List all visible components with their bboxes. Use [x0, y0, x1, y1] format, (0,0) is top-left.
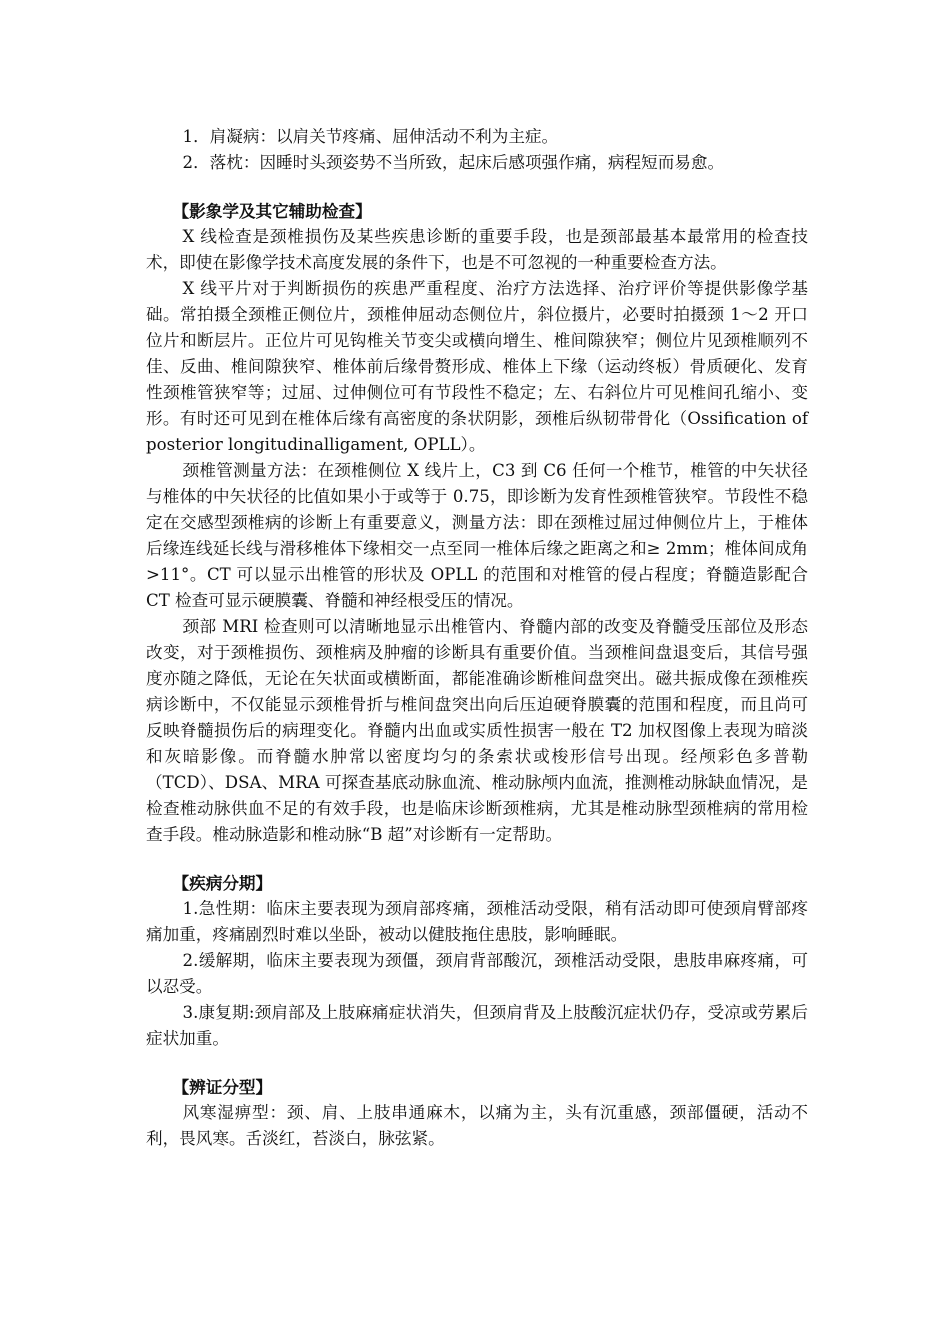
paragraph: 颈椎管测量方法：在颈椎侧位 X 线片上，C3 到 C6 任何一个椎节，椎管的中矢状径与椎体的中矢状径的比值如果小于或等于 0.75，即诊断为发育性颈椎管狭窄。节段性不稳定在交感型颈椎病的诊断上有重要意义，测量方法：即在颈椎过屈过伸侧位片上，于椎体后缘连线延长线与滑移椎体下缘相交一点至同一椎体后缘之距离之和≥ 2mm；椎体间成角>11°。CT 可以显示出椎管的形状及 OPLL 的范围和对椎管的侵占程度；脊髓造影配合 CT 检查可显示硬膜囊、脊髓和神经根受压的情况。 [146, 461, 808, 610]
paragraph: X 线检查是颈椎损伤及某些疾患诊断的重要手段，也是颈部最基本最常用的检查技术，即使在影像学技术高度发展的条件下，也是不可忽视的一种重要检查方法。 [146, 227, 808, 272]
section-heading-syndrome: 【辨证分型】 [172, 1077, 273, 1097]
paragraph: 颈部 MRI 检查则可以清晰地显示出椎管内、脊髓内部的改变及脊髓受压部位及形态改变，对于颈椎损伤、颈椎病及肿瘤的诊断具有重要价值。当颈椎间盘退变后，其信号强度亦随之降低，无论在矢状面或横断面，都能准确诊断椎间盘突出。磁共振成像在颈椎疾病诊断中，不仅能显示颈椎骨折与椎间盘突出向后压迫硬脊膜囊的范围和程度，而且尚可反映脊髓损伤后的病理变化。脊髓内出血或实质性损害一般在 T2 加权图像上表现为暗淡和灰暗影像。而脊髓水肿常以密度均匀的条索状或梭形信号出现。经颅彩色多普勒（TCD）、DSA、MRA 可探查基底动脉血流、椎动脉颅内血流，推测椎动脉缺血情况，是检查椎动脉供血不足的有效手段，也是临床诊断颈椎病，尤其是椎动脉型颈椎病的常用检查手段。椎动脉造影和椎动脉“B 超”对诊断有一定帮助。 [146, 617, 808, 844]
section-heading-staging: 【疾病分期】 [172, 873, 273, 893]
paragraph: X 线平片对于判断损伤的疾患严重程度、治疗方法选择、治疗评价等提供影像学基础。常拍摄全颈椎正侧位片，颈椎伸屈动态侧位片，斜位摄片，必要时拍摄颈 1～2 开口位片和断层片。正位片可见钩椎关节变尖或横向增生、椎间隙狭窄；侧位片见颈椎顺列不佳、反曲、椎间隙狭窄、椎体前后缘骨赘形成、椎体上下缘（运动终板）骨质硬化、发育性颈椎管狭窄等；过屈、过伸侧位可有节段性不稳定；左、右斜位片可见椎间孔缩小、变形。有时还可见到在椎体后缘有高密度的条状阴影，颈椎后纵韧带骨化（Ossification of posterior longitudinalligament, OPLL）。 [146, 279, 808, 454]
section-heading-imaging: 【影象学及其它辅助检查】 [172, 201, 372, 221]
paragraph: 2.缓解期，临床主要表现为颈僵，颈肩背部酸沉，颈椎活动受限，患肢串麻疼痛，可以忍受。 [146, 951, 808, 996]
paragraph: 风寒湿痹型：颈、肩、上肢串通麻木，以痛为主，头有沉重感，颈部僵硬，活动不利，畏风寒。舌淡红，苔淡白，脉弦紧。 [146, 1103, 808, 1148]
paragraph: 1.急性期：临床主要表现为颈肩部疼痛，颈椎活动受限，稍有活动即可使颈肩臂部疼痛加重，疼痛剧烈时难以坐卧，被动以健肢拖住患肢，影响睡眠。 [146, 899, 808, 944]
paragraph: 3.康复期:颈肩部及上肢麻痛症状消失，但颈肩背及上肢酸沉症状仍存，受凉或劳累后症状加重。 [146, 1003, 808, 1048]
document-page [146, 124, 808, 1152]
list-item: 1．肩凝病：以肩关节疼痛、屈伸活动不利为主症。 [182, 127, 559, 146]
list-item: 2．落枕：因睡时头颈姿势不当所致，起床后感项强作痛，病程短而易愈。 [182, 153, 725, 172]
